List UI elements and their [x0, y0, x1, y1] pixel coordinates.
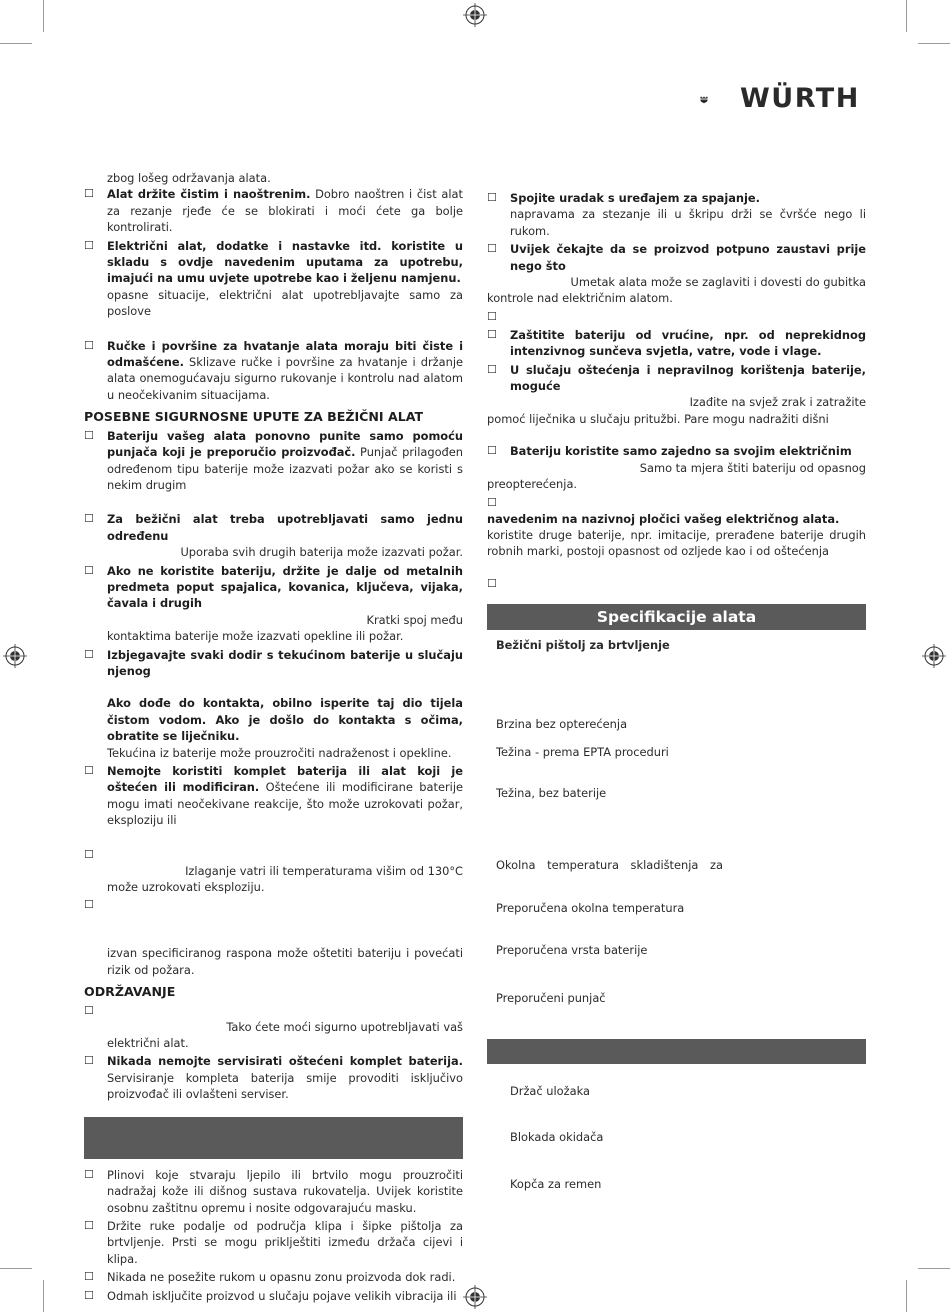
- list-item: ☐ Ako ne koristite bateriju, držite je dalje od metalnih predmeta poput spajalica, kovanica, ključeva, vijaka, čavala i drugih Kratki spoj među kontaktima baterije može izazvati opekline ili požar.: [84, 563, 463, 644]
- crop-mark: [43, 1280, 44, 1312]
- spec-row: Okolna temperatura skladištenja za: [496, 858, 723, 873]
- list-item: ☐ Nikada nemojte servisirati oštećeni komplet baterija. Servisiranje kompleta baterija smije provoditi isključivo proizvođač ili ovlašteni serviser.: [84, 1054, 463, 1102]
- item-continuation: kontrole nad električnim alatom.: [487, 291, 673, 306]
- list-item: ☐ Izlaganje vatri ili temperaturama višim od 130°C može uzrokovati eksploziju.: [84, 847, 463, 895]
- intro-line: zbog lošeg održavanja alata.: [107, 171, 271, 185]
- accessory-row: Držač uložaka: [510, 1083, 590, 1098]
- list-item: ☐ Uvijek čekajte da se proizvod potpuno zaustavi prije nego što Umetak alata može se zaglaviti i dovesti do gubitka: [487, 242, 866, 290]
- checkbox-icon: ☐: [84, 1270, 94, 1284]
- crop-mark: [0, 43, 32, 44]
- crop-mark: [0, 1268, 32, 1269]
- crop-mark: [906, 0, 907, 32]
- checkbox-icon: ☐: [487, 191, 497, 204]
- list-item: ☐ Nemojte koristiti komplet baterija ili alat koji je oštećen ili modificiran. Oštećene ili modificirane baterije mogu imati neočekivane reakcije, što može uzrokovati požar, eksploziju ili: [84, 764, 463, 828]
- checkbox-icon: ☐: [84, 898, 94, 912]
- checkbox-icon: ☐: [84, 512, 94, 526]
- accessory-row: Blokada okidača: [510, 1130, 604, 1145]
- spec-row: Preporučena okolna temperatura: [496, 900, 685, 915]
- crop-mark: [918, 43, 950, 44]
- checkbox-icon: ☐: [84, 338, 94, 352]
- registration-mark-icon: [922, 644, 946, 668]
- section-heading-battery: POSEBNE SIGURNOSNE UPUTE ZA BEŽIČNI ALAT: [84, 409, 424, 425]
- checkbox-icon: ☐: [84, 1054, 94, 1068]
- section-header-bar: [487, 1039, 866, 1064]
- list-item: ☐ Zaštitite bateriju od vrućine, npr. od neprekidnog intenzivnog sunčeva svjetla, vatre, vode i vlage.: [487, 327, 866, 359]
- list-item: [487, 576, 866, 592]
- list-item: ☐ Ručke i površine za hvatanje alata moraju biti čiste i odmašćene. Sklizave ručke i površine za hvatanje i držanje alata onemogućavaju sigurno rukovanje i kontrolu nad alatom u neočekivanim situacijama.: [84, 338, 463, 402]
- checkbox-icon: ☐: [84, 1167, 94, 1181]
- list-item: ☐ Bateriju koristite samo zajedno sa svojim električnim Samo ta mjera štiti bateriju od opasnog: [487, 444, 866, 475]
- left-column: [84, 170, 463, 1306]
- list-item: ☐ Električni alat, dodatke i nastavke itd. koristite u skladu s ovdje navedenim uputama za upotrebu, imajući na umu uvjete upotrebe kao i željenu namjenu. opasne situacije, električni alat upotrebljavajte samo za poslove: [84, 238, 463, 319]
- item-continuation: preopterećenja.: [487, 477, 578, 492]
- checkbox-icon: ☐: [487, 576, 497, 590]
- crop-mark: [906, 1280, 907, 1312]
- checkbox-icon: ☐: [487, 309, 497, 323]
- item-continuation: navedenim na nazivnoj pločici vašeg električnog alata. koristite druge baterije, npr. imitacije, prerađene baterije drugih robnih marki, postoji opasnost od ozljede kao i od oštećenja: [487, 511, 866, 559]
- registration-mark-icon: [463, 3, 487, 27]
- registration-mark-icon: [3, 644, 27, 668]
- checkbox-icon: ☐: [487, 327, 497, 341]
- section-heading-maintenance: ODRŽAVANJE: [84, 984, 176, 1000]
- crop-mark: [43, 0, 44, 32]
- spec-section-title: Specifikacije alata: [487, 604, 866, 630]
- checkbox-icon: ☐: [84, 764, 94, 777]
- checkbox-icon: ☐: [84, 1003, 94, 1017]
- list-item: ☐ Plinovi koje stvaraju ljepilo ili brtvilo mogu prouzročiti nadražaj kože ili dišnog sustava rukovatelja. Uvijek koristite osobnu zaštitnu opremu i nosite odgovarajuću masku.: [84, 1167, 463, 1215]
- list-item: ☐ Za bežični alat treba upotrebljavati samo jednu određenu Uporaba svih drugih baterija može izazvati požar.: [84, 512, 463, 560]
- list-item: ☐ izvan specificiranog raspona može oštetiti bateriju i povećati rizik od požara.: [84, 898, 463, 977]
- checkbox-icon: ☐: [84, 428, 94, 442]
- list-item: ☐ Nikada ne posežite rukom u opasnu zonu proizvoda dok radi.: [84, 1270, 456, 1285]
- brand-wordmark: WÜRTH: [740, 83, 860, 114]
- list-item: ☐ Bateriju vašeg alata ponovno punite samo pomoću punjača koji je preporučio proizvođač. Punjač prilagođen određenom tipu baterije može izazvati požar ako se koristi s nekim drugim: [84, 428, 463, 492]
- crop-mark: [918, 1268, 950, 1269]
- spec-row: Preporučeni punjač: [496, 990, 606, 1005]
- checkbox-icon: ☐: [84, 187, 94, 201]
- checkbox-icon: ☐: [84, 847, 94, 861]
- registration-mark-icon: [463, 1285, 487, 1309]
- checkbox-icon: ☐: [487, 444, 497, 458]
- list-item: ☐ Alat držite čistim i naoštrenim. Dobro naoštren i čist alat za rezanje rjeđe će se blokirati i moći ćete ga bolje kontrolirati.: [84, 187, 463, 235]
- checkbox-icon: ☐: [84, 647, 94, 661]
- wurth-logo-icon: [700, 80, 740, 120]
- list-item: [487, 309, 866, 325]
- spec-row: Preporučena vrsta baterije: [496, 943, 648, 958]
- checkbox-icon: ☐: [487, 495, 497, 509]
- list-item: ☐ U slučaju oštećenja i nepravilnog korištenja baterije, moguće Izađite na svjež zrak i zatražite: [487, 362, 866, 410]
- checkbox-icon: ☐: [84, 563, 94, 577]
- spec-subtitle: Bežični pištolj za brtvljenje: [496, 637, 670, 652]
- item-continuation: pomoć liječnika u slučaju pritužbi. Pare mogu nadražiti dišni: [487, 411, 829, 426]
- spec-row: Težina, bez baterije: [496, 785, 607, 800]
- right-column: [487, 190, 866, 1192]
- accessory-row: Kopča za remen: [510, 1176, 602, 1191]
- list-item: ☐ Izbjegavajte svaki dodir s tekućinom baterije u slučaju njenog Ako dođe do kontakta, obilno isperite taj dio tijela čistom vodom. Ako je došlo do kontakta s očima, obratite se liječniku. Tekućina iz baterije može prouzročiti nadraženost i opekline.: [84, 647, 463, 760]
- section-header-bar: [84, 1117, 463, 1159]
- checkbox-icon: ☐: [84, 238, 94, 252]
- list-item: ☐ Držite ruke podalje od područja klipa i šipke pištolja za brtvljenje. Prsti se mogu priklještiti između držača cijevi i klipa.: [84, 1218, 463, 1266]
- checkbox-icon: ☐: [84, 1218, 94, 1232]
- checkbox-icon: ☐: [84, 1288, 94, 1302]
- list-item: ☐ Tako ćete moći sigurno upotrebljavati vaš električni alat.: [84, 1003, 463, 1051]
- list-item: ☐ Odmah isključite proizvod u slučaju pojave velikih vibracija ili: [84, 1288, 457, 1303]
- spec-row: Brzina bez opterećenja: [496, 717, 628, 732]
- checkbox-icon: ☐: [487, 362, 497, 376]
- spec-row: Težina - prema EPTA proceduri: [496, 744, 669, 759]
- list-item: [487, 495, 866, 511]
- list-item: ☐ Spojite uradak s uređajem za spajanje. napravama za stezanje ili u škripu drži se čvršće nego li rukom.: [487, 191, 866, 238]
- checkbox-icon: ☐: [487, 242, 497, 256]
